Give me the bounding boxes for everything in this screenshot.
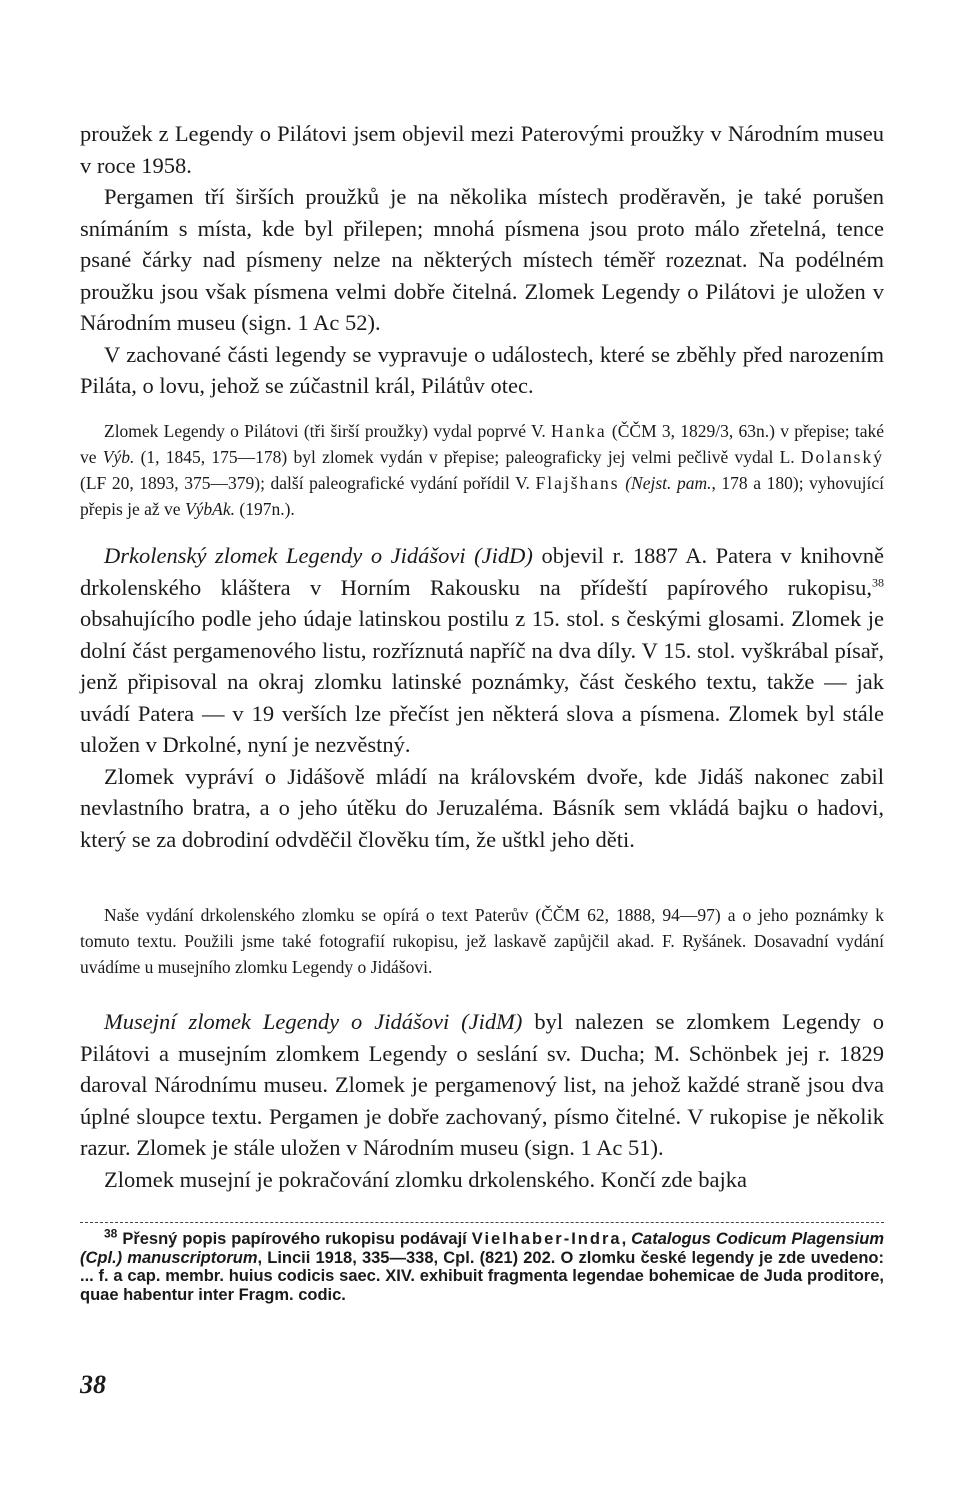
- note-jidd-edition: Naše vydání drkolenského zlomku se opírá o text Paterův (ČČM 62, 1888, 94—97) a o jeho poznámky k tomuto textu. Použili jsme také fotografií rukopisu, jež laskavě zapůjčil akad. F. Ryšánek. Dosavadní vydání uvádíme u musejního zlomku Legendy o Jidášovi.: [80, 905, 884, 977]
- page-number: 38: [80, 1370, 106, 1399]
- paragraph-pergamen: Pergamen tří širších proužků je na několika místech proděravěn, je také porušen snímáním s místa, kde byl přilepen; mnohá písmena jsou proto málo zřetelná, tence psané čárky nad písmeny nelze na některých místech téměř rozeznat. Na podélném proužku jsou však písmena velmi dobře čitelná. Zlomek Legendy o Pilátovi je uložen v Národním museu (sign. 1 Ac 52).: [80, 184, 884, 335]
- footnote-ref: 38: [872, 575, 884, 589]
- section-jidm: [80, 1006, 884, 1195]
- author-name: Dolanský: [800, 447, 884, 467]
- footnote: $^{38}$ Přesný popis papírového rukopisu podávají Vielhaber-Indra, Catalogus Codicum Plagensium (Cpl.) manuscriptorum, Lincii 1918, 335—338, Cpl. (821) 202. O zlomku české legendy je zde uvedeno: ... f. a cap. membr. huius codicis saec. XIV. exhibuit fragmenta legendae bohemicae de Juda proditore, quae habentur inter Fragm. codic.: [80, 1226, 885, 1304]
- paragraph-intro: proužek z Legendy o Pilátovi jsem objevil mezi Paterovými proužky v Národním museu v roce 1958.: [80, 121, 884, 178]
- paragraph-jidd: Drkolenský zlomek Legendy o Jidášovi (JidD) objevil r. 1887 A. Patera v knihovně drkolenského kláštera v Horním Rakousku na přídeští papírového rukopisu,$^{38}$ obsahujícího podle jeho údaje latinskou postilu z 15. stol. s českými glosami. Zlomek je dolní část pergamenového listu, rozříznutá napříč na dva díly. V 15. stol. vyškrábal písař, jenž připisoval na okraj zlomku latinské poznámky, část českého textu, takže — jak uvádí Patera — v 19 verších lze přečíst jen některá slova a písmena. Zlomek byl stále uložen v Drkolné, nyní je nezvěstný.: [80, 543, 884, 757]
- footnote-number: 38: [104, 1226, 118, 1241]
- paragraph-content: V zachované části legendy se vypravuje o událostech, které se zběhly před narozením Piláta, o lovu, jehož se zúčastnil král, Pilátův otec.: [80, 341, 884, 398]
- body-text-top: [80, 118, 884, 402]
- footnote-divider: [80, 1222, 884, 1223]
- catalog-title: Catalogus Codicum Plagensium (Cpl.) manuscriptorum: [80, 1230, 885, 1267]
- note-pilat-editions: Zlomek Legendy o Pilátovi (tři širší proužky) vydal poprvé V. Hanka (ČČM 3, 1829/3, 63n.) v přepise; také ve Výb. (1, 1845, 175—178) byl zlomek vydán v přepise; paleograficky jej velmi pečlivě vydal L. Dolanský (LF 20, 1893, 375—379); další paleografické vydání pořídil V. Flajšhans (Nejst. pam., 178 a 180); vyhovující přepis je až ve VýbAk. (197n.).: [80, 421, 884, 519]
- author-name: Flajšhans: [535, 473, 620, 493]
- author-name: Vielhaber-Indra: [471, 1230, 622, 1248]
- paragraph-jidd-content: Zlomek vypráví o Jidášově mládí na královském dvoře, kde Jidáš nakonec zabil nevlastního bratra, a o jeho útěku do Jeruzaléma. Básník sem vkládá bajku o hadovi, který se za dobrodiní odvděčil člověku tím, že uštkl jeho děti.: [80, 763, 884, 852]
- section-title: Drkolenský zlomek Legendy o Jidášovi (JidD): [104, 543, 533, 568]
- paragraph-jidm-content: Zlomek musejní je pokračování zlomku drkolenského. Končí zde bajka: [104, 1166, 747, 1192]
- author-name: Hanka: [550, 421, 607, 441]
- abbrev: VýbAk.: [184, 499, 235, 519]
- abbrev: (Nejst. pam.: [625, 473, 712, 493]
- abbrev: Výb.: [102, 447, 135, 467]
- section-jidd: [80, 540, 884, 855]
- paragraph-jidm: Musejní zlomek Legendy o Jidášovi (JidM) byl nalezen se zlomkem Legendy o Pilátovi a musejním zlomkem Legendy o seslání sv. Ducha; M. Schönbek jej r. 1829 daroval Národnímu museu. Zlomek je pergamenový list, na jehož každé straně jsou dva úplné sloupce textu. Pergamen je dobře zachovaný, písmo čitelné. V rukopise je několik razur. Zlomek je stále uložen v Národním museu (sign. 1 Ac 51).: [80, 1009, 885, 1160]
- section-title: Musejní zlomek Legendy o Jidášovi (JidM): [104, 1009, 523, 1034]
